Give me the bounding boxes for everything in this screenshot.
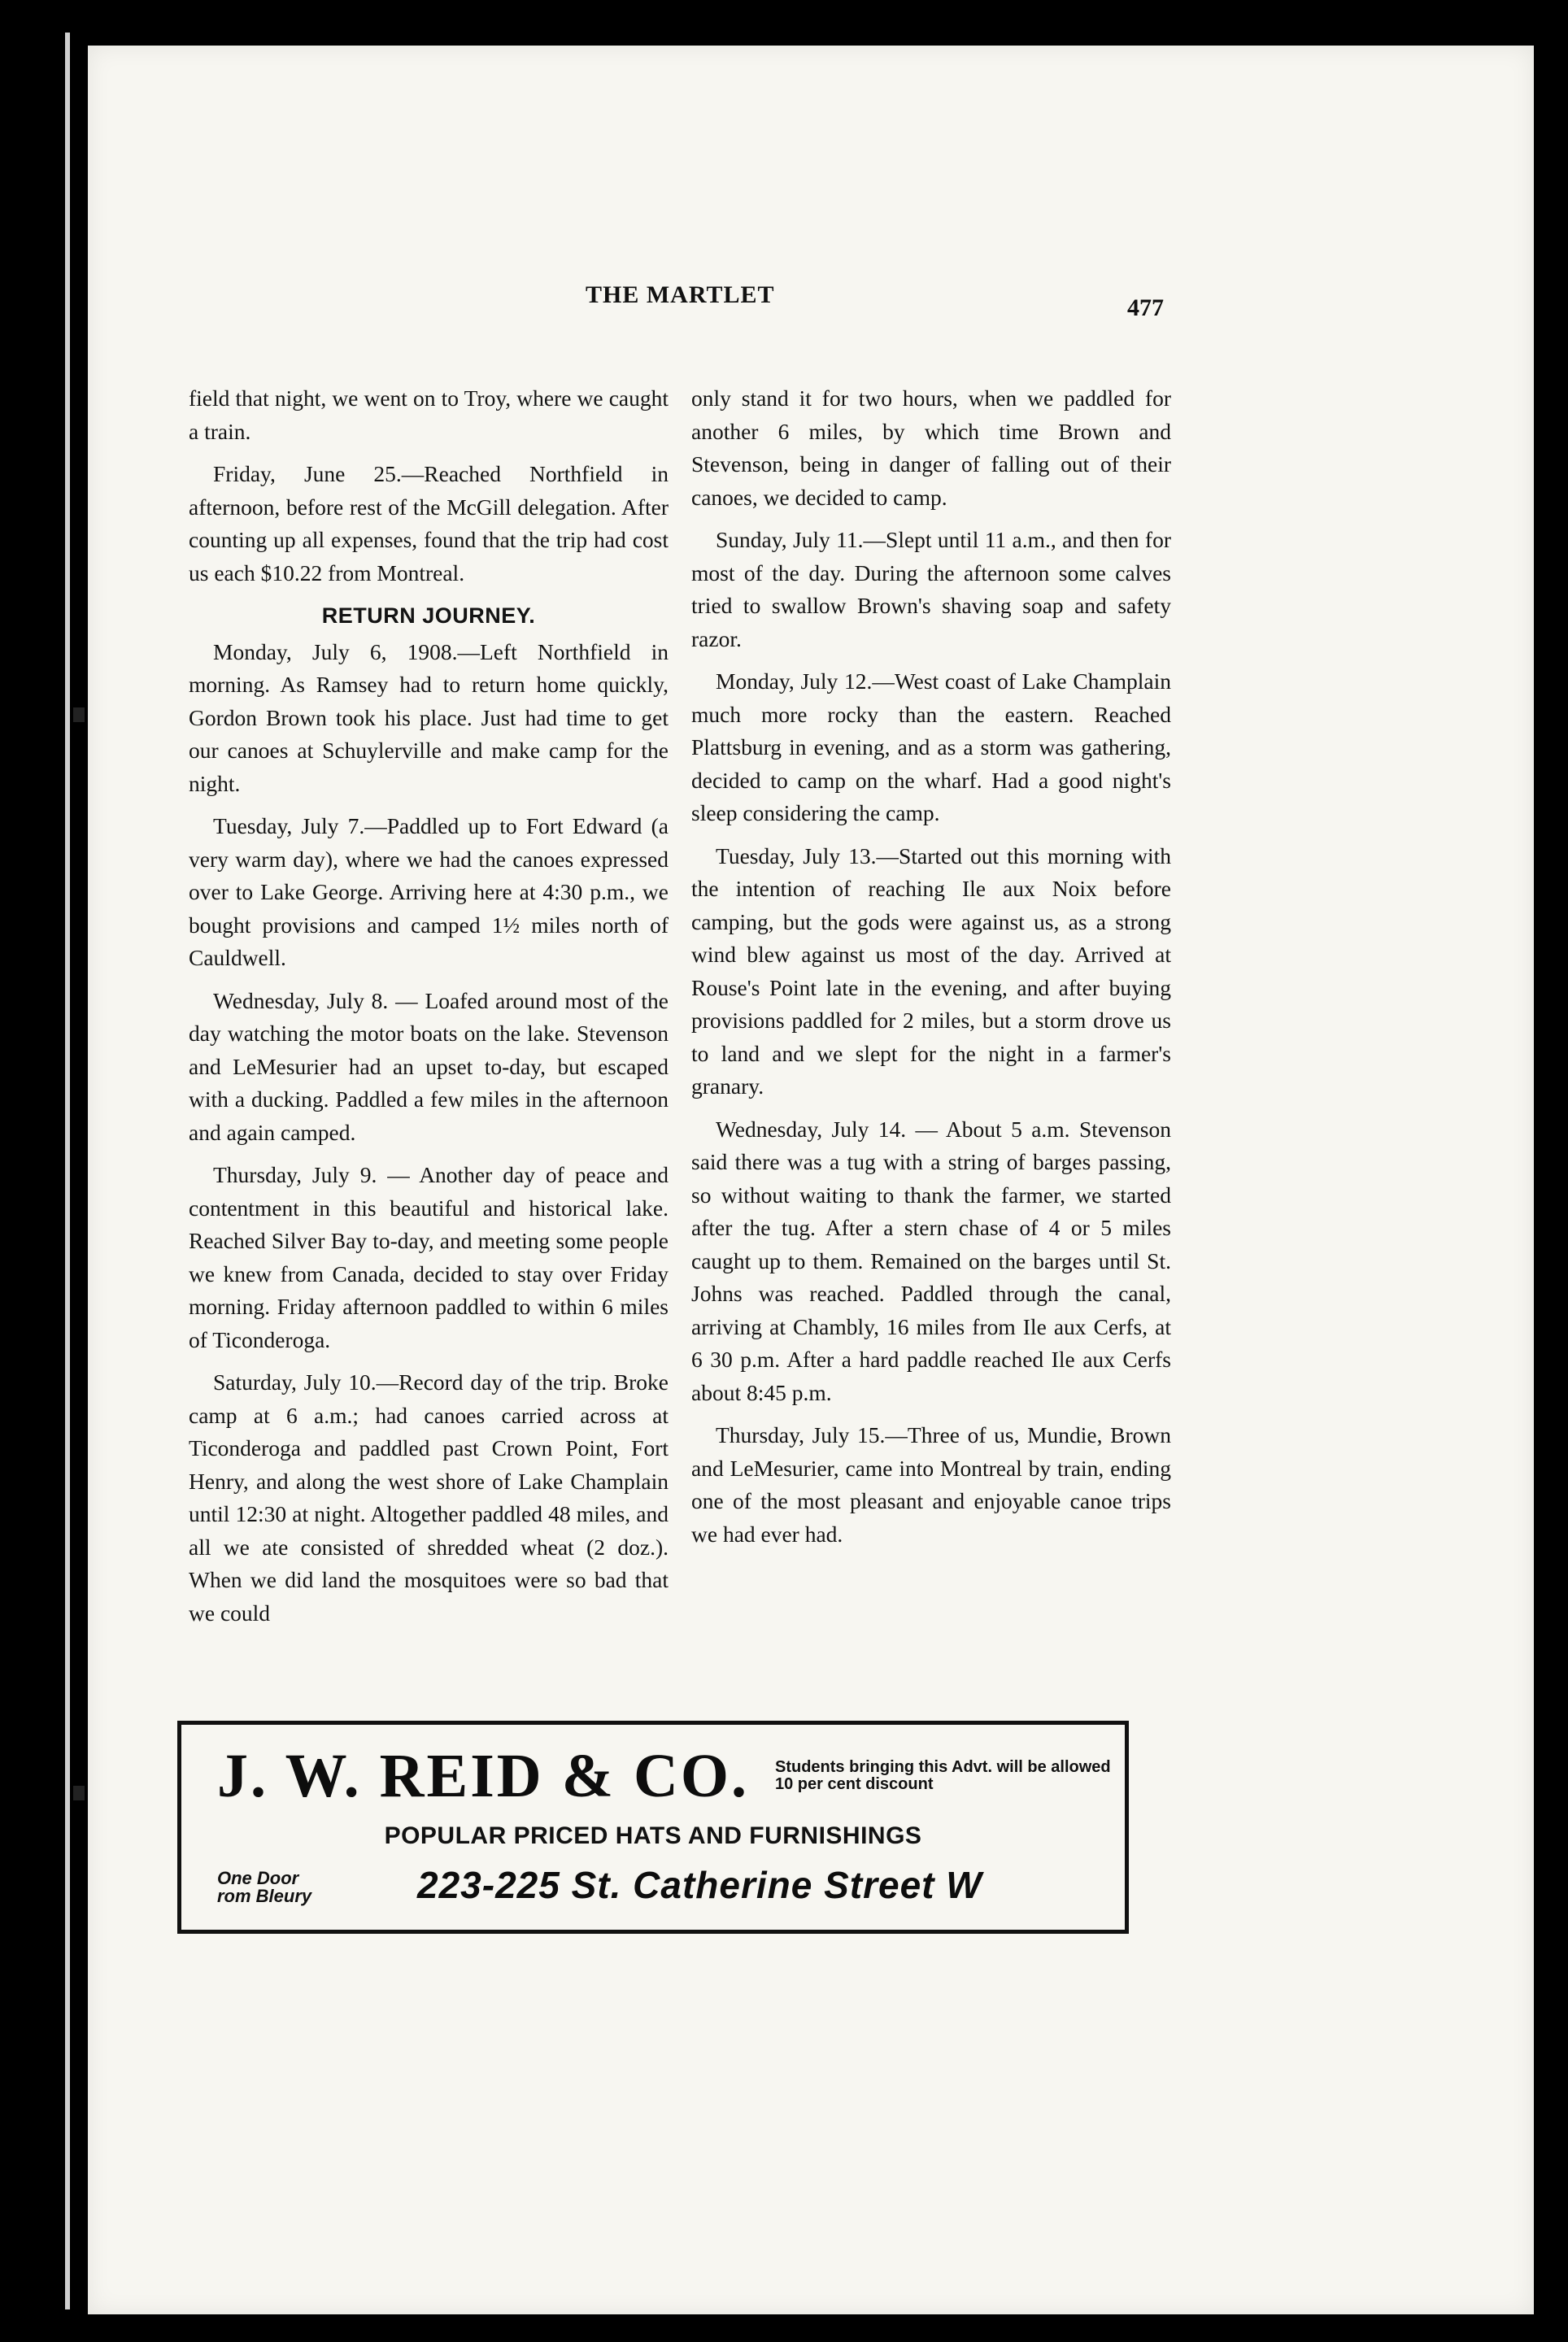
paragraph: Wednesday, July 8. — Loafed around most of the day watching the motor boats on the lake. Stevenson and LeMesurier had an upset to-day, but escaped with a ducking. Paddled a few miles in the afternoon and again camped. xyxy=(189,987,669,1145)
advertisement-box xyxy=(177,1721,1129,1934)
ad-discount-note: Students bringing this Advt. will be allowed 10 per cent discount xyxy=(775,1758,1111,1793)
binding-mark xyxy=(73,707,85,722)
paragraph: Tuesday, July 7.—Paddled up to Fort Edward (a very warm day), where we had the canoes expressed over to Lake George. Arriving here at 4:30 p.m., we bought provisions and camped 1½ miles north of Cauldwell. xyxy=(189,813,669,970)
paragraph: Thursday, July 15.—Three of us, Mundie, Brown and LeMesurier, came into Montreal by train, ending one of the most pleasant and enjoyable canoe trips we had ever had. xyxy=(691,1422,1171,1547)
ad-tagline: POPULAR PRICED HATS AND FURNISHINGS xyxy=(384,1822,922,1849)
ad-location-note xyxy=(217,1870,380,1905)
paragraph: Thursday, July 9. — Another day of peace and contentment in this beautiful and historical lake. Reached Silver Bay to-day, and meeting some people we knew from Canada, decided to stay over Friday morning. Friday afternoon paddled to within 6 miles of Ticonderoga. xyxy=(189,1162,669,1352)
paragraph: Wednesday, July 14. — About 5 a.m. Stevenson said there was a tug with a string of barges passing, so without waiting to thank the farmer, we started after the tug. After a stern chase of 4 or 5 miles caught up to them. Remained on the barges until St. Johns was reached. Paddled through the canal, arriving at Chambly, 16 miles from Ile aux Cerfs, at 6 30 p.m. After a hard paddle reached Ile aux Cerfs about 8:45 p.m. xyxy=(691,1116,1171,1405)
paragraph: Monday, July 12.—West coast of Lake Champlain much more rocky than the eastern. Reached Plattsburg in evening, and as a storm was gathering, decided to camp on the wharf. Had a good night's sleep considering the camp. xyxy=(691,668,1171,825)
paragraph: Sunday, July 11.—Slept until 11 a.m., and then for most of the day. During the afternoon some calves tried to swallow Brown's shaving soap and safety razor. xyxy=(691,527,1171,651)
binding-mark xyxy=(73,1786,85,1800)
right-column xyxy=(691,382,1171,1561)
ad-address: 223-225 St. Catherine Street W xyxy=(417,1864,982,1906)
page-number: 477 xyxy=(1127,294,1164,321)
paragraph: field that night, we went on to Troy, where we caught a train. xyxy=(189,385,669,444)
ad-door-line: rom Bleury xyxy=(217,1886,312,1906)
running-head: THE MARTLET xyxy=(586,281,775,308)
paragraph: Friday, June 25.—Reached Northfield in afternoon, before rest of the McGill delegation. After counting up all expenses, found that the trip had cost us each $10.22 from Montreal. xyxy=(189,461,669,586)
ad-door-line: One Door xyxy=(217,1868,299,1888)
paragraph: only stand it for two hours, when we paddled for another 6 miles, by which time Brown and Stevenson, being in danger of falling out of their canoes, we decided to camp. xyxy=(691,385,1171,510)
paragraph: Monday, July 6, 1908.—Left Northfield in morning. As Ramsey had to return home quickly, Gordon Brown took his place. Just had time to get our canoes at Schuylerville and make camp for the night. xyxy=(189,638,669,796)
left-column xyxy=(189,382,669,1639)
binding-shadow xyxy=(65,33,70,2309)
section-heading: RETURN JOURNEY. xyxy=(321,603,536,628)
paragraph: Saturday, July 10.—Record day of the trip. Broke camp at 6 a.m.; had canoes carried across at Ticonderoga and paddled past Crown Point, Fort Henry, and along the west shore of Lake Champlain until 12:30 at night. Altogether paddled 48 miles, and all we ate consisted of shredded wheat (2 doz.). When we did land the mosquitoes were so bad that we could xyxy=(189,1369,669,1626)
paragraph: Tuesday, July 13.—Started out this morning with the intention of reaching Ile aux Noix before camping, but the gods were against us, as a strong wind blew against us most of the day. Arrived at Rouse's Point late in the evening, and after buying provisions paddled for 2 miles, but a storm drove us to land and we slept for the night in a farmer's granary. xyxy=(691,842,1171,1099)
ad-company-name: J. W. REID & CO. xyxy=(217,1742,749,1810)
